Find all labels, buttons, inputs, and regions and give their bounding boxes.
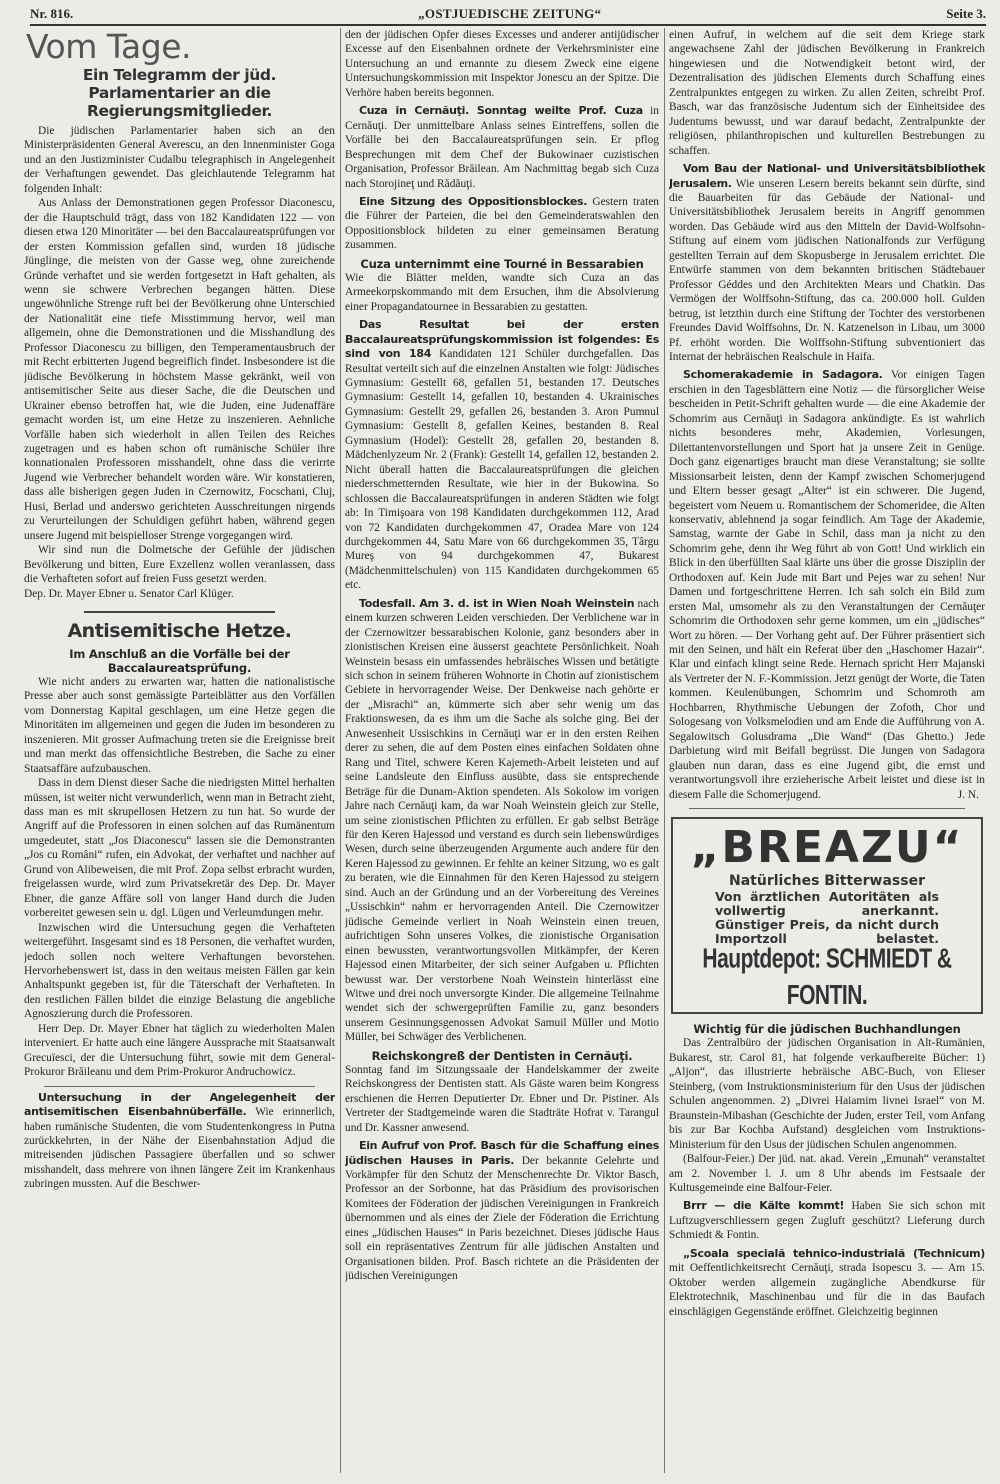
divider-rule — [44, 1086, 315, 1087]
page-number: Seite 3. — [946, 6, 986, 21]
ad-depot: Hauptdepot: SCHMIEDT & FONTIN. — [702, 944, 952, 1011]
paragraph: Das Zentralbüro der jüdischen Organisation in Alt-Rumänien, Bukarest, str. Carol 81, hat folgende verkaufbereite Bücher: 1) „Aljon“, das illustrierte hebräische ABC-Buch, von Elieser Steinberg, (vom Instruktionsministerium für den Usus der jüdischen Schulen angenommen. 2) „Divrei Haiamim livnei Israel“ von M. Braunstein-Mibashan (Geschichte der Juden, erster Teil, vom Anfang bis zur Bar Kochba Aufstand) desgleichen vom Instruktions-Ministerium für den Usus der jüdischen Schulen angenommen. — [669, 1037, 985, 1151]
news-item-text: in Cernăuţi. Der unmittelbare Anlass seines Eintreffens, sollen die Vorfälle bei den Baccalaureatsprüfungen sein. Er pflog Besprechungen mit dem Chef der Bukowinaer cuzistischen Organisation, Professor Brăilean. Am Nachmittag begab sich Cuza nach Storojineţ und Rădăuţi. — [345, 105, 659, 190]
paragraph: den der jüdischen Opfer dieses Excesses und anderer antijüdischer Excesse auf den Eisenbahnen ordnete der Verkehrsminister eine Untersuchung an und ernannte zu diesem Zweck eine eigene Untersuchungskommission mit Inspektor Jonescu an der Spitze. Die Verhöre haben bereits begonnen. — [345, 29, 659, 99]
article-subheadline: Cuza unternimmt eine Tourné in Bessarabien — [360, 256, 644, 271]
article-subheadline: Reichskongreß der Dentisten in Cernăuţi. — [371, 1048, 633, 1063]
divider-rule — [689, 808, 965, 809]
news-item — [669, 162, 985, 364]
news-item — [345, 318, 659, 593]
news-item — [345, 1139, 659, 1284]
news-item-lead: Cuza in Cernăuţi. Sonntag weilte Prof. Cuza — [359, 104, 643, 118]
news-item — [669, 1199, 985, 1242]
news-item-text: Wie unseren Lesern bereits bekannt sein dürfte, sind die Bauarbeiten für das Gebäude der National- und Universitätsbibliothek Jerusalem bereits in Angriff genommen worden. Das Gebäude wird aus den Mitteln der David-Wolfsohn-Stiftung auf einem vom jüdischen Nationalfonds zur Verfügung gestellten Terrain auf dem Skopusberge in Jerusalem errichtet. Die Entwürfe stammen von dem bekannten britischen Städtebauer Professor Géddes und den Architekten Mears und Chatkin. Das Vermögen der Wolffsohn-Stiftung, das ca. 200.000 holl. Gulden betrug, ist letzthin durch eine Stiftung der Tochter des verstorbenen Freundes David Wolffsohns, Dr. N. Katzenelson in Libau, um 3000 Pf. erhöht worden. Die Wolffsohn-Stiftung subventioniert das Internat der hebräischen Realschule in Haifa. — [669, 177, 985, 363]
article-headline: Ein Telegramm der jüd. Parlamentarier an die Regierungsmitglieder. — [82, 66, 277, 120]
news-item-lead: Untersuchung in der Angelegenheit der antisemitischen Eisenbahnüberfälle. — [24, 1090, 335, 1119]
paragraph: Wie die Blätter melden, wandte sich Cuza an das Armeekorpskommando mit dem Ersuchen, ihm die Absolvierung einer Propagandatournee in Bessarabien zu gestatten. — [345, 271, 659, 313]
paragraph: Aus Anlass der Demonstrationen gegen Professor Diaconescu, der die Hauptschuld trägt, dass von 182 Kandidaten 122 — von diesen etwa 120 Minoritäter — bei den Baccalaureatsprüfungen vor der ersten Kommission gefallen sind, wurden 18 jüdische Jünglinge, die meisten von der Gasse weg, ohne zureichende Gründe verhaftet und sie werden fortgesetzt in Haft gehalten, als wenn sie schwere Verbrechen begangen hätten. Diese ungewöhnliche Strenge ruft bei der Bevölkerung ohne Unterschied der Nationalität eine tiefe Misstimmung hervor, weil man allgemein, ohne die Demonstrationen und die Misshandlung des Professor Diaconescu zu billigen, den Temperamentausbruch der mit Recht erbitterten Jugend begreiflich findet. Insbesondere ist die jüdische Bevölkerung in höchstem Masse gekränkt, weil von antisemitischer Seite aus dieser Sache, die die Deutschen und Ukrainer ebenso betroffen hat, wie die Juden, eine Judenaffäre gemacht worden ist, um eine Hetze zu inszenieren. Aehnliche Vorfälle haben sich wiederholt in allen Teilen des Reiches zugetragen und es haben schon oft rumänische Schüler ihre konnationalen Professoren misshandelt, ohne dass die verirrte Jugend wie Verbrecher behandelt worden wäre. Wir konstatieren, dass alle bisherigen gegen Juden in Czernowitz, Focschani, Cluj, Husi, Berlad und anderswo gerichteten Ausschreitungen nirgends zu Verurteilungen der Schuldigen geführt haben, während gegen unsere Jugend mit beispielloser Strenge vorgegangen wird. — [24, 197, 335, 542]
news-item-text: Haben Sie sich schon mit Luftzugverschliessern gegen Zugluft geschützt? Lieferung durch Schmiedt & Fontin. — [669, 1200, 985, 1242]
column-divider — [340, 28, 341, 1473]
paragraph: Wir sind nun die Dolmetsche der Gefühle der jüdischen Bevölkerung und bitten, Eure Exzellenz wollen veranlassen, dass die Verhafteten sofort auf freien Fuss gesetzt werden. — [24, 544, 335, 586]
news-item — [669, 1247, 985, 1319]
news-item — [345, 597, 659, 1045]
issue-number: Nr. 816. — [30, 6, 74, 21]
paragraph: Dass in dem Dienst dieser Sache die niedrigsten Mittel herhalten müssen, ist weiter nicht verwunderlich, wenn man in Betracht zieht, dass man es mit skrupellosen Hetzern zu tun hat. So wurde der Angriff auf die Professoren in einen solchen auf das Rumänentum umgedeutet, statt „Jos Diaconescu“ lassen sie die Demonstranten „Jos cu Români“ rufen, ein Advokat, der verhaftet und nachher auf Grund von Alibeweisen, die mit Prof. Zopa selbst erbracht wurden, freigelassen wurde, wird zum Privatsekretär des Dep. Dr. Mayer Ebner, die ganze Affäre soll von langer Hand durch die Juden vorbereitet gewesen sein u. dgl. Lügen und Verleumdungen mehr. — [24, 777, 335, 920]
news-item-lead: Eine Sitzung des Oppositionsblockes. — [359, 194, 588, 208]
masthead — [30, 4, 986, 26]
divider-rule — [84, 611, 275, 613]
news-item-lead: Todesfall. Am 3. d. ist in Wien Noah Weinstein — [359, 596, 635, 610]
news-item-lead: Brrr — die Kälte kommt! — [683, 1199, 845, 1213]
article-subheadline: Wichtig für die jüdischen Buchhandlungen — [693, 1022, 961, 1037]
advertisement-breazu — [671, 817, 983, 1014]
ad-subtitle: Natürliches Bitterwasser — [729, 873, 925, 890]
article-headline: Antisemitische Hetze. — [67, 619, 292, 642]
news-item-text: Vor einigen Tagen erschien in den Tagesblättern eine Notiz — die fürsorglicher Weise bescheiden in Petit-Schrift gehalten wurde — die eine Akademie der Schomrim aus Cernăuţi in Sadagora ankündigte. Es ist wahrlich nichts besonderes mehr, Akademien, Vorlesungen, Dilettantenvorstellungen und Sport hat ja unsere Zeit in Genüge. Doch ganz eigenartiges braucht man diese Veranstaltung; sie sollte Missionsarbeit leisten, denn der Kampf zwischen Schomerjugend und Eltern besser gesagt „Alter“ ist ein schwerer. Die Jugend, begeistert vom Neuem u. Romantischem der Schomeridee, die Alten konservativ, ablehnend ja sogar feindlich. Am Tage der Akademie, Samstag, warnte der Gabe in Schil, dass man ja nicht zu den Schomrim gehe, denn ihr Weg führt ab von Gott! Und wirklich ein Blick in den überfüllten Saal klärte uns über die grosse Disziplin der Orthodoxen auf. Kein Jude mit Bart und Pejes war zu sehen! Nur Damen und fortgeschrittene Herren. Ich sah solch ein Bild zum ersten Mal, umsomehr als zu den Veranstaltungen der Cernăuţer Schomrim die Orthodoxen sehr gerne kommen, um ein „jüdisches“ Wort zu hören. — Der Vorhang geht auf. Der Führer präsentiert sich mit den Seinen, und hält ein Referat über den „Haschomer Hazair“. Klar und einfach klingt seine Rede. Hernach spricht Herr Majanski als Vertreter der N. F.-Kommission. Jetzt genügt der Worte, die Taten kommen. Keulenübungen, Schomrim und Schomroth am Hochbarren, Rhythmische Uebungen der Zofoth, Chor und Sologesang von Volksmelodien und am Ende die Aufführung von A. Segalowitsch Golusdrama „Die Wand“ (Das Ghetto.) Jede Darbietung wird mit Beifall begrüsst. Die Jungen von Sadagora glauben nun daran, dass es eine Jugend gibt, die ernst und verantwortungsvoll ihre erzieherische Arbeit leistet und diese ist in diesem Falle die Schomerjugend. — [669, 369, 985, 801]
news-item-text: Der bekannte Gelehrte und Vorkämpfer für den Schutz der Menschenrechte Dr. Viktor Basch, Professor an der Sorbonne, hat das Präsidium des provisorischen Komitees der Föderation der jüdischen Vereinigungen in Frankreich übernommen und als eines der Ziele der Föderation die Errichtung eines „Jüdischen Hauses“ in Paris bezeichnet. Dieses jüdische Haus soll ein repräsentatives Zentrum für alle jüdischen Anstalten und Organisationen bilden. Prof. Basch richtete an die Präsidenten der jüdischen Vereinigungen — [345, 1154, 659, 1283]
paragraph: Inzwischen wird die Untersuchung gegen die Verhafteten weitergeführt. Insgesamt sind es 18 Personen, die verhaftet wurden, jedoch sollen noch weitere Verhaftungen bevorstehen. Hervorhebenswert ist, dass in den weitaus meisten Fällen gar kein Anhaltspunkt gegeben ist, für die Täterschaft der Verhafteten. In den restlichen Fällen bildet die einzige Belastung die angebliche Agnoszierung durch die Professoren. — [24, 921, 335, 1021]
paragraph: (Balfour-Feier.) Der jüd. nat. akad. Verein „Emunah“ veranstaltet am 2. November l. J. um 8 Uhr abends im Festsaale der Kultusgemeinde eine Balfour-Feier. — [669, 1153, 985, 1194]
paragraph: Die jüdischen Parlamentarier haben sich an den Ministerpräsidenten General Averescu, an den Innenminister Goga und an den Justizminister Cudalbu telegraphisch in Angelegenheit der Verhaftungen gewendet. Das gleichlautende Telegramm hat folgenden Inhalt: — [24, 125, 335, 195]
paragraph: Herr Dep. Dr. Mayer Ebner hat täglich zu wiederholten Malen interveniert. Er hatte auch eine längere Aussprache mit Staatsanwalt Grecuïesci, der die Untersuchung führt, sowie mit dem General-Prokuror Brăileanu und dem Prim-Prokuror Andruchowicz. — [24, 1022, 335, 1079]
ad-text: Von ärztlichen Autoritäten als vollwertig anerkannt. Günstiger Preis, da nicht durch Importzoll belastet. — [715, 889, 939, 947]
column-2 — [345, 28, 659, 1473]
article-subheadline: Im Anschluß an die Vorfälle bei der Baccalaureatsprüfung. — [69, 646, 290, 675]
news-item-text: nach einem kurzen schweren Leiden verschieden. Der Verblichene war in der Czernowitzer bessarabischen Kolonie, ganz besonders aber in zionistischen Kreisen eine äusserst geachtete Persönlichkeit. Noah Weinstein besass ein umfassendes hebräisches Wissen und betätigte sich schon in seinem früheren Wohnorte in Chotin auf zionistischem Gebiete in hervorragender Weise. Der Denkweise nach gehörte er der „Misrachi“ an, kümmerte sich aber sehr wenig um das Fraktionswesen, da es ihm um die Sache als solche ging. Bei der Anwesenheit Ussischkins in Cernăuţi war er in den ersten Reihen derer zu sehen, die auf dem Posten eines einfachen Soldaten ohne Rang und Titel, schwere Keren Kajemeth-Arbeit leisteten und auf seine Landsleute den Einfluss ausübte, dass sie entsprechende Beträge für die Dunam-Aktion spendeten. Als Sokolow im vorigen Jahre nach Cernăuţi kam, da war Noah Weinstein gleich zur Stelle, um seine zionistischen Pflichten zu erfüllen. Er gab selbst Beträge für den Keren Hajessod und verstand es durch sein liebenswürdiges Wesen, durch seine überzeugenden Argumente auch andere für den Keren Hajessod zu gewinnen. Er fehlte an keiner Sitzung, wo es galt zu beraten, wie die Einnahmen für den Keren Hajessod zu steigern sind. Auch an der Gründung und an der Vorbereitung des Vereines „Ussischkin“ nahm er hervorragenden Anteil. Die Czernowitzer jüdische Gemeinde verliert in Noah Weinstein einen treuen, aufrichtigen Sohn unseres Volkes, die zionistische Organisation einen bewussten, verantwortungsvollen Mitkämpfer, der Keren Hajessod einen Mitarbeiter, der sich seiner Aufgaben u. Pflichten bewusst war. Der verstorbene Noah Weinstein hinterlässt eine Witwe und drei noch unversorgte Kinder. Die allgemeine Teilnahme wendet sich der schwergeprüften Familie zu, ganz besonders unserem Gesinnungsgenossen Advokat Samuil Müller und Motio Müller, bei Schwäger des Verblichenen. — [345, 597, 659, 1044]
news-item — [345, 195, 659, 253]
column-divider — [664, 28, 665, 1473]
column-3 — [669, 28, 985, 1473]
news-item-text: mit Oeffentlichkeitsrecht Cernăuţi, strada Isopescu 3. — Am 15. Oktober werden allgemein zugängliche Abendkurse für Elektrotechnik, Maschinenbau und für die in das Baufach einschlägigen Gegenstände eröffnet. Gleichzeitig beginnen — [669, 1262, 985, 1318]
paragraph: Wie nicht anders zu erwarten war, hatten die nationalistische Presse aber auch sonst gemässigte Parteiblätter aus den Vorfällen vom Donnerstag Kapital geschlagen, um eine Hetze gegen die Minoritäten im allgemeinen und gegen die Juden im besonderen zu inszenieren. Mit grosser Aufmachung treten sie die Ereignisse breit und man merkt das offensichtliche Bestreben, die Sache zu einer Staatsaffäre aufzubauschen. — [24, 675, 335, 775]
news-item-lead: Ein Aufruf von Prof. Basch für die Schaffung eines jüdischen Hauses in Paris. — [345, 1139, 659, 1167]
section-title: Vom Tage. — [26, 28, 191, 66]
news-item — [345, 104, 659, 191]
news-item-lead: „Scoala specială tehnico-industrială (Technicum) — [683, 1246, 985, 1260]
paragraph: einen Aufruf, in welchem auf die seit dem Kriege stark angewachsene Zahl der jüdischen Bevölkerung in Frankreich hingewiesen und die Notwendigkeit betont wird, der Dezentralisation des jüdischen Elements durch Schaffung eines Zentralpunktes entgegen zu wirken. Zu allen Zeiten, schreibt Prof. Basch, war das französische Judentum sich der Einheitsidee des Judentums bewusst, und war darauf bedacht, Zentralpunkte der religiösen, philanthropischen und kulturellen Bestrebungen zu schaffen. — [669, 29, 985, 157]
news-item-lead: Vom Bau der National- und Universitätsbibliothek Jerusalem. — [669, 162, 985, 190]
news-item — [24, 1091, 335, 1192]
signature: Dep. Dr. Mayer Ebner u. Senator Carl Klüger. — [24, 587, 234, 600]
news-item-text: Wie erinnerlich, haben rumänische Studenten, die vom Studentenkongress in Putna zurückkehrten, in der Nähe der Eisenbahnstation Adjud die mitreisenden jüdischen Passagiere überfallen und so schwer misshandelt, dass mehrere von ihnen längere Zeit im Krankenhaus zubringen mussten. Auf die Beschwer- — [24, 1106, 335, 1191]
news-item-lead: Das Resultat bei der ersten Baccalaureatsprüfungskommission ist folgendes: Es sind von 184 — [345, 318, 659, 361]
signature: J. N. — [957, 789, 979, 802]
paragraph: Sonntag fand im Sitzungssaale der Handelskammer der zweite Reichskongress der Dentisten statt. Als Gäste waren beim Kongress erschienen die Herren Deputierter Dr. Ebner und Dr. Pistiner. Als Vertreter der Stadtgemeinde waren die Stadträte Hofrat v. Tarangul und Dr. Kassner anwesend. — [345, 1063, 659, 1134]
ad-brand: „BREAZU“ — [690, 822, 964, 874]
news-item-text: Kandidaten 121 Schüler durchgefallen. Das Resultat verteilt sich auf die einzelnen Anstalten wie folgt: Jüdisches Gymnasium: Gestellt 68, gefallen 51, bestanden 17. Deutsches Gymnasium: Gestellt 14, gefallen 10, bestanden 4. Ukrainisches Gymnasium: Gestellt 29, gefallen 26, bestanden 3. Aron Pumnul Gymnasium: Gestellt 8, gefallen Keines, bestanden 8. Real Gymnasium (Hodel): Gestellt 28, gefallen 20, bestanden 8. Mädchenlyzeum Nr. 2 (Frank): Gestellt 14, gefallen 12, bestanden 2. Nicht überall hatten die Baccalaureatsprüfungen die gleichen niederschmetternden Resultate, wie hier in der Bukowina. So schlossen die Baccalaureatsprüfungen in anderen Städten wie folgt ab: In Timişoara von 198 Kandidaten durchgekommen 112, Arad von 72 Kandidaten durchgekommen 47, Oradea Mare von 124 durchgekommen 44, Satu Mare von 66 durchgekommen 35, Târgu Mureş von 94 durchgekommen 47, Bukarest (Mädchenmittelschulen) von 115 Kandidaten durchgekommen 65 etc. — [345, 348, 659, 592]
news-item-text: Gestern traten die Führer der Parteien, die bei den Gemeinderatswahlen den Oppositionsblock bildeten zu einer gemeinsamen Beratung zusammen. — [345, 195, 659, 252]
news-item — [669, 368, 985, 802]
newspaper-title: „OSTJUEDISCHE ZEITUNG“ — [418, 6, 602, 21]
column-1 — [24, 28, 335, 1473]
news-item-lead: Schomerakademie in Sadagora. — [683, 368, 883, 382]
